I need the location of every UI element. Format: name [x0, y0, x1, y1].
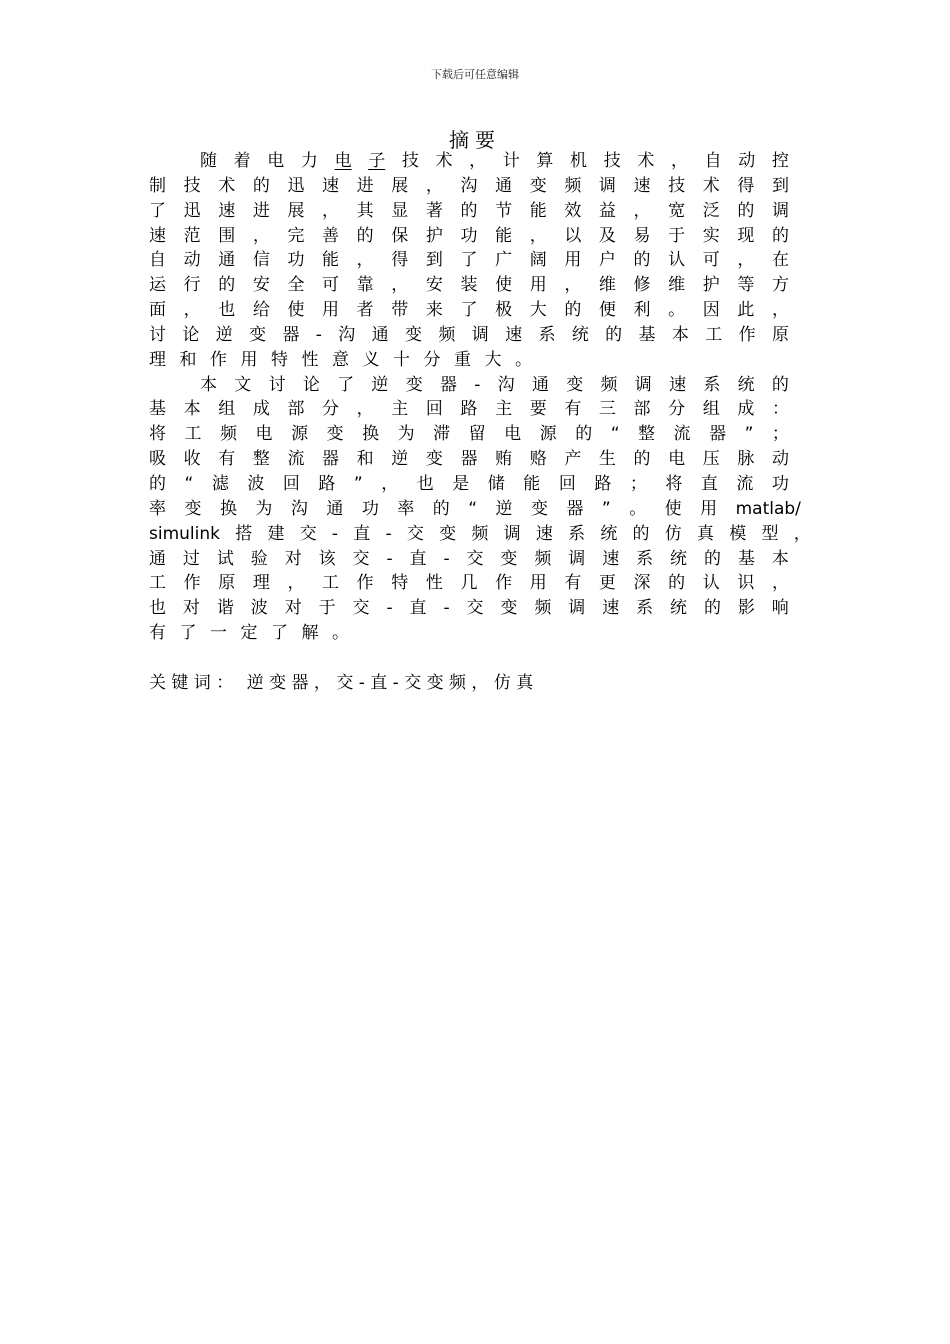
keywords-label: 关 键 词 ： — [149, 672, 234, 693]
text-line: 速 范 围 ， 完 善 的 保 护 功 能 ， 以 及 易 于 实 现 的 — [149, 225, 789, 246]
text-line: 讨 论 逆 变 器 - 沟 通 变 频 调 速 系 统 的 基 本 工 作 原 — [149, 324, 789, 345]
text-line: 吸 收 有 整 流 器 和 逆 变 器 贿 赂 产 生 的 电 压 脉 动 — [149, 449, 789, 470]
text-line: 有 了 一 定 了 解 。 — [149, 623, 349, 644]
text-line: 的 “ 滤 波 回 路 ” ， 也 是 储 能 回 路 ； 将 直 流 功 — [149, 473, 789, 494]
text-line: simulink 搭 建 交 - 直 - 交 变 频 调 速 系 统 的 仿 真 模 型 ， — [149, 523, 811, 544]
text-line: 运 行 的 安 全 可 靠 ， 安 装 使 用 ， 维 修 维 护 等 方 — [149, 275, 789, 296]
text-line: 也 对 谐 波 对 于 交 - 直 - 交 变 频 调 速 系 统 的 影 响 — [149, 598, 789, 619]
keywords-line — [149, 671, 789, 696]
text-line: 工 作 原 理 ， 工 作 特 性 几 作 用 有 更 深 的 认 识 ， — [149, 573, 789, 594]
text-line: 理 和 作 用 特 性 意 义 十 分 重 大 。 — [149, 349, 532, 370]
abstract-body — [149, 149, 811, 696]
text-line: 了 迅 速 进 展 ， 其 显 著 的 节 能 效 益 ， 宽 泛 的 调 — [149, 200, 789, 221]
text-line: 率 变 换 为 沟 通 功 率 的 “ 逆 变 器 ” 。 使 用 matlab/ — [149, 498, 801, 519]
text-line: 面 ， 也 给 使 用 者 带 来 了 极 大 的 便 利 。 因 此 ， — [149, 300, 789, 321]
text-line: 制 技 术 的 迅 速 进 展 ， 沟 通 变 频 调 速 技 术 得 到 — [149, 175, 789, 196]
text-line: 自 动 通 信 功 能 ， 得 到 了 广 阔 用 户 的 认 可 ， 在 — [149, 250, 789, 271]
text-line: 将 工 频 电 源 变 换 为 滞 留 电 源 的 “ 整 流 器 ” ； — [149, 424, 789, 445]
page-header: 下载后可任意编辑 — [431, 68, 519, 81]
abstract-title: 摘要 — [449, 128, 501, 152]
keywords-items: 逆 变 器 ， 交 - 直 - 交 变 频 ， 仿 真 — [246, 672, 534, 693]
text-line: 随 着 电 力 电 子 技 术 ， 计 算 机 技 术 ， 自 动 控 — [200, 151, 789, 171]
text-line: 通 过 试 验 对 该 交 - 直 - 交 变 频 调 速 系 统 的 基 本 — [149, 548, 789, 569]
text-line: 本 文 讨 论 了 逆 变 器 - 沟 通 变 频 调 速 系 统 的 — [200, 374, 789, 395]
text-line: 基 本 组 成 部 分 ， 主 回 路 主 要 有 三 部 分 组 成 ： — [149, 399, 789, 420]
